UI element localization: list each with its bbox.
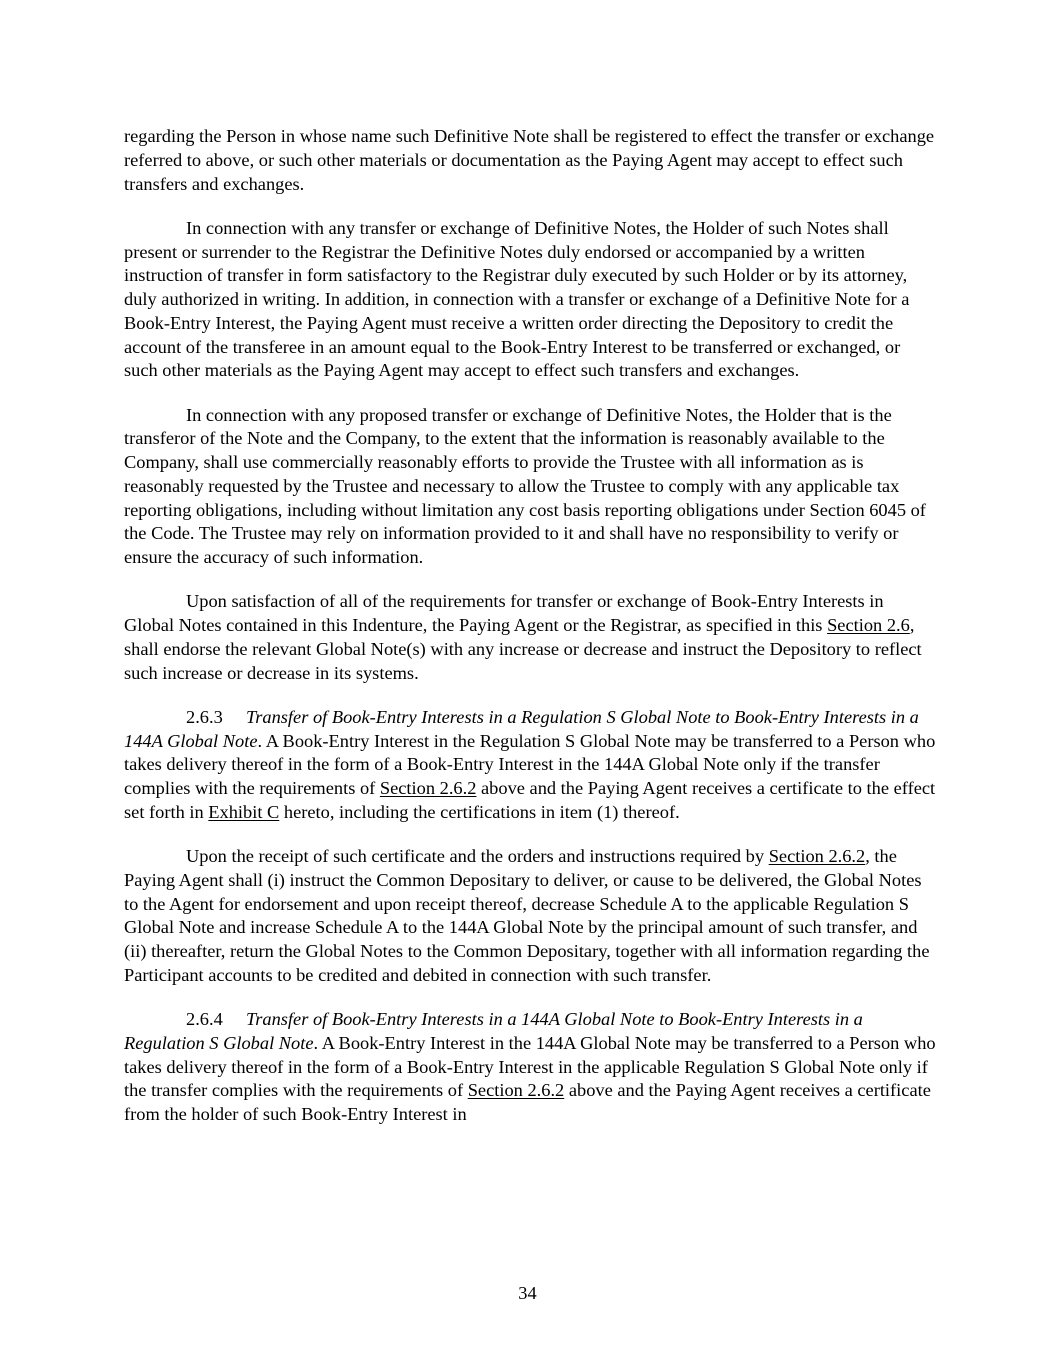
paragraph-text: . A Book-Entry Interest in the 144A Global Note may be transferred to a Person who takes delivery thereof in the form of a Book-Entry Interest in the applicable Regulation S Global Note only if the transfer complies with the requirements of bbox=[124, 1032, 936, 1101]
paragraph-text: regarding the Person in whose name such Definitive Note shall be registered to effect the transfer or exchange referred to above, or such other materials or documentation as the Paying Agent may accept to effect such transfers and exchanges. bbox=[124, 126, 935, 194]
paragraph-certificate-receipt bbox=[124, 845, 936, 988]
page-number: 34 bbox=[518, 1283, 537, 1303]
section-heading: Transfer of Book-Entry Interests in a Regulation S Global Note to Book-Entry Interests in a 144A Global Note bbox=[124, 706, 919, 751]
section-2-6-3 bbox=[124, 706, 936, 825]
section-number: 2.6.4 bbox=[186, 1009, 223, 1029]
paragraph-text: above and the Paying Agent receives a certificate from the holder of such Book-Entry Interest in bbox=[124, 1080, 931, 1124]
paragraph-text: , shall endorse the relevant Global Note(s) with any increase or decrease and instruct the Depository to reflect such increase or decrease in its systems. bbox=[124, 615, 922, 683]
section-2-6-4 bbox=[124, 1008, 936, 1127]
paragraph-text: , the Paying Agent shall (i) instruct the Common Depositary to deliver, or cause to be delivered, the Global Notes to the Agent for endorsement and upon receipt thereof, decrease Schedule A to the applicable Regulation S Global Note and increase Schedule A to the 144A Global Note by the principal amount of such transfer, and (ii) thereafter, return the Global Notes to the Common Depositary, together with all information regarding the Participant accounts to be credited and debited in connection with such transfer. bbox=[124, 846, 930, 985]
paragraph-continued bbox=[124, 125, 936, 196]
paragraph-tax-reporting bbox=[124, 404, 936, 570]
paragraph-text: In connection with any transfer or exchange of Definitive Notes, the Holder of such Notes shall present or surrender to the Registrar the Definitive Notes duly endorsed or accompanied by a written instruction of transfer in form satisfactory to the Registrar duly executed by such Holder or by its attorney, duly authorized in writing. In addition, in connection with a transfer or exchange of a Definitive Note for a Book-Entry Interest, the Paying Agent must receive a written order directing the Depository to credit the account of the transferee in an amount equal to the Book-Entry Interest to be transferred or exchanged, or such other materials as the Paying Agent may accept to effect such transfers and exchanges. bbox=[124, 217, 910, 381]
section-reference-link: Section 2.6.2 bbox=[467, 1080, 565, 1101]
paragraph-definitive-notes-surrender bbox=[124, 217, 936, 383]
section-reference-link: Section 2.6.2 bbox=[379, 778, 477, 798]
paragraph-text: Upon satisfaction of all of the requirements for transfer or exchange of Book-Entry Interests in Global Notes contained in this Indenture, the Paying Agent or the Registrar, as specified in this bbox=[124, 591, 884, 635]
section-number: 2.6.3 bbox=[186, 706, 223, 727]
paragraph-text: hereto, including the certifications in item (1) thereof. bbox=[279, 801, 680, 822]
paragraph-global-note-endorsement bbox=[124, 590, 936, 685]
paragraph-text: Upon the receipt of such certificate and the orders and instructions required by bbox=[186, 846, 769, 866]
paragraph-text: In connection with any proposed transfer or exchange of Definitive Notes, the Holder that is the transferor of the Note and the Company, to the extent that the information is reasonably available to the Company, shall use commercially reasonably efforts to provide the Trustee with all information as is reasonably requested by the Trustee and necessary to allow the Trustee to comply with any applicable tax reporting obligations, including without limitation any cost basis reporting obligations under Section 6045 of the Code. The Trustee may rely on information provided to it and shall have no responsibility to verify or ensure the accuracy of such information. bbox=[124, 404, 926, 567]
section-heading: Transfer of Book-Entry Interests in a 144A Global Note to Book-Entry Interests in a Regulation S Global Note bbox=[124, 1009, 863, 1053]
paragraph-text: above and the Paying Agent receives a certificate to the effect set forth in bbox=[124, 778, 936, 822]
document-page bbox=[124, 125, 936, 1147]
exhibit-reference-link: Exhibit C bbox=[208, 801, 280, 822]
section-reference-link: Section 2.6.2 bbox=[768, 846, 866, 866]
section-reference-link: Section 2.6 bbox=[827, 615, 910, 635]
paragraph-text: . A Book-Entry Interest in the Regulation S Global Note may be transferred to a Person who takes delivery thereof in the form of a Book-Entry Interest in the 144A Global Note only if the transfer complies with the requirements of bbox=[124, 730, 936, 798]
